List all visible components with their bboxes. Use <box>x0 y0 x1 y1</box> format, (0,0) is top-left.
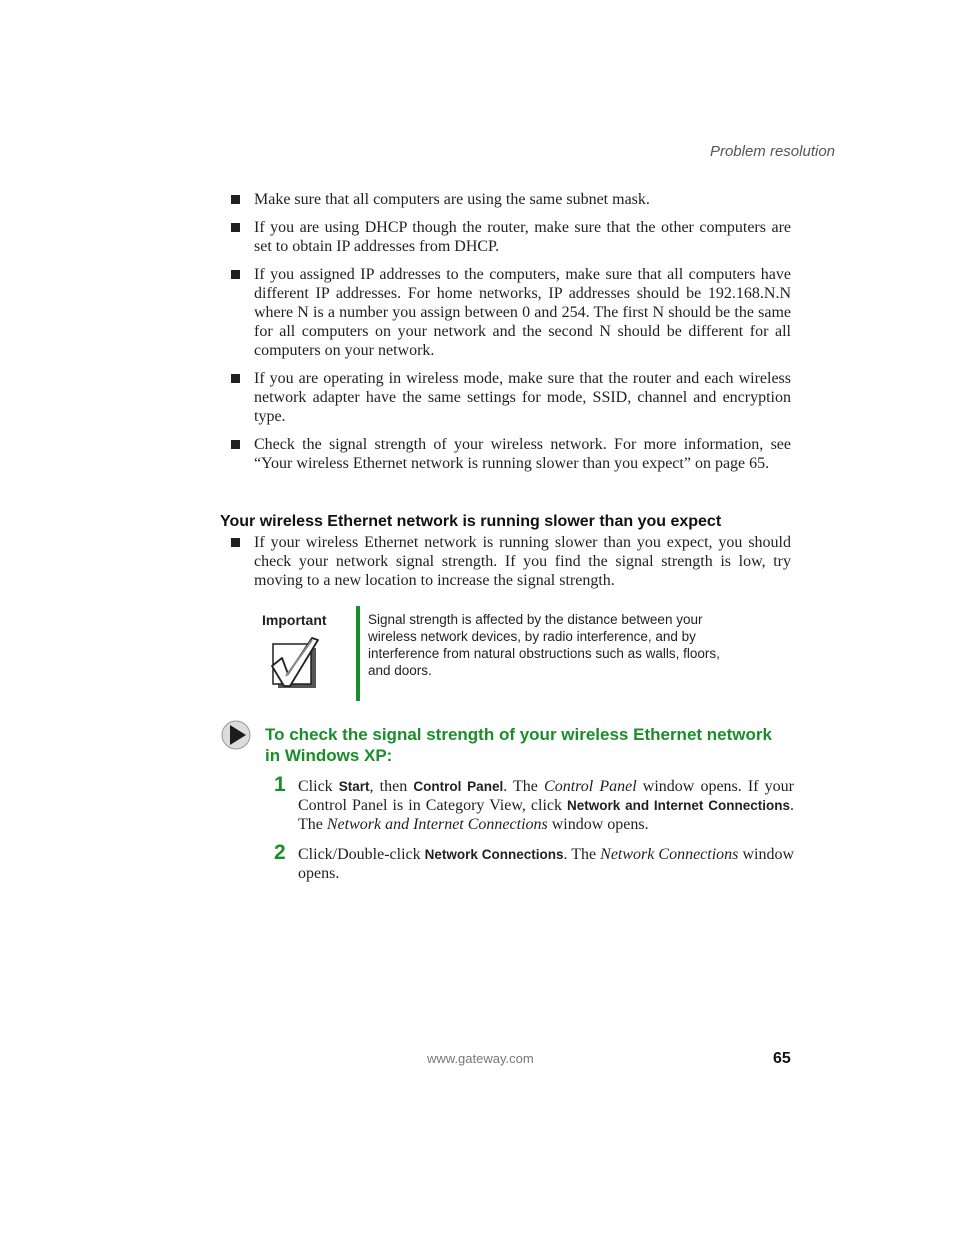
step-number: 1 <box>274 773 286 796</box>
footer-url[interactable]: www.gateway.com <box>427 1051 534 1066</box>
list-item <box>229 218 791 256</box>
bullet-square-icon <box>231 223 240 232</box>
arrow-icon <box>221 720 251 755</box>
window-name: Control Panel <box>544 778 637 795</box>
section-heading: Your wireless Ethernet network is running slower than you expect <box>220 513 722 530</box>
procedure-step <box>274 773 794 834</box>
list-item-text: If you are operating in wireless mode, make sure that the router and each wireless network adapter have the same settings for mode, SSID, channel and encryption type. <box>254 370 791 425</box>
list-item-text: If your wireless Ethernet network is running slower than you expect, you should check your network signal strength. If you find the signal strength is low, try moving to a new location to increase the signal strength. <box>254 534 791 589</box>
important-divider <box>356 606 360 701</box>
bullet-square-icon <box>231 374 240 383</box>
bullet-square-icon <box>231 270 240 279</box>
list-item <box>229 435 791 473</box>
list-item-text: If you assigned IP addresses to the computers, make sure that all computers have different IP addresses. For home networks, IP addresses should be 192.168.N.N where N is a number you assign between 0 and 254. The first N should be the same for all computers on your network and the second N should be different for all computers on your network. <box>254 266 791 359</box>
bullet-square-icon <box>231 195 240 204</box>
bullet-square-icon <box>231 440 240 449</box>
section-bullet-list <box>229 533 791 599</box>
step-number: 2 <box>274 841 286 864</box>
important-label: Important <box>262 612 327 628</box>
list-item <box>229 533 791 590</box>
procedure-step <box>274 841 794 883</box>
bullet-list <box>229 190 791 482</box>
ui-label-start: Start <box>338 779 370 794</box>
list-item <box>229 265 791 360</box>
procedure-heading: To check the signal strength of your wireless Ethernet network in Windows XP: <box>265 725 772 765</box>
list-item <box>229 190 791 209</box>
important-text: Signal strength is affected by the distance between your wireless network devices, by radio interference, and by interference from natural obstructions such as walls, floors, and doors. <box>368 612 720 678</box>
bullet-square-icon <box>231 538 240 547</box>
list-item-text: If you are using DHCP though the router, make sure that the other computers are set to obtain IP addresses from DHCP. <box>254 219 791 255</box>
ui-label-network-connections: Network Connections <box>424 847 564 862</box>
list-item-text: Check the signal strength of your wireless network. For more information, see “Your wireless Ethernet network is running slower than you expect” on page 65. <box>254 436 791 472</box>
window-name: Network Connections <box>600 846 739 863</box>
ui-label-network-internet: Network and Internet Connections <box>567 798 790 813</box>
list-item-text: Make sure that all computers are using the same subnet mask. <box>254 191 650 208</box>
step-text: Click Start, then Control Panel. The Control Panel window opens. If your Control Panel is in Category View, click Network and Internet Connections. The Network and Internet Connections window opens. <box>298 778 794 833</box>
step-text: Click/Double-click Network Connections. The Network Connections window opens. <box>298 846 794 882</box>
running-head: Problem resolution <box>709 143 835 160</box>
page-number: 65 <box>773 1050 791 1067</box>
window-name: Network and Internet Connections <box>326 816 548 833</box>
list-item <box>229 369 791 426</box>
ui-label-control-panel: Control Panel <box>413 779 504 794</box>
checkmark-icon <box>268 636 320 695</box>
